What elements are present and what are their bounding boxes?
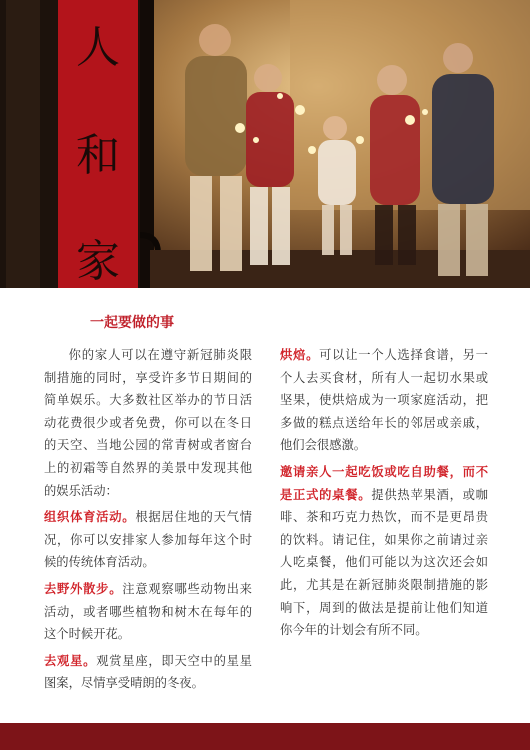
stars-paragraph — [44, 650, 252, 695]
stars-title: 去观星。 — [44, 653, 97, 668]
right-column — [280, 344, 488, 646]
invite-title: 邀请亲人一起吃饭或吃自助餐，而不是正式的桌餐。 — [280, 464, 488, 502]
couplet-char-1: 人 — [76, 22, 120, 73]
invite-paragraph — [280, 461, 488, 642]
baking-paragraph — [280, 344, 488, 457]
baking-title: 烘焙。 — [280, 348, 320, 362]
walk-paragraph — [44, 578, 252, 646]
invite-body: 提供热苹果酒，或咖啡、茶和巧克力热饮，而不是更昂贵的饮料。请记住，如果你之前请过亲人吃桌餐，他们可能以为这次还会如此，尤其是在新冠肺炎限制措施的影响下，周到的做法是提前让他们知道你今年的计划会有所不同。 — [280, 487, 488, 638]
footer-bar — [0, 723, 530, 750]
sports-title: 组织体育活动。 — [44, 510, 136, 525]
stars-body: 观赏星座，即天空中的星星图案，尽情享受晴朗的冬夜。 — [44, 653, 252, 691]
sports-body: 根据居住地的天气情况，你可以安排家人参加每年这个时候的传统体育活动。 — [44, 510, 252, 570]
walk-title: 去野外散步。 — [44, 581, 123, 596]
door-edge — [140, 0, 154, 288]
walk-body: 注意观察哪些动物出来活动，或者哪些植物和树木在每年的这个时候开花。 — [44, 581, 252, 642]
left-column — [44, 344, 252, 699]
family-sparklers-illustration — [0, 0, 530, 288]
intro-paragraph: 你的家人可以在遵守新冠肺炎限制措施的同时，享受许多节日期间的简单娱乐。大多数社区举办的节日活动花费很少或者免费，你可以在冬日的天空、当地公园的常青树或者窗台上的初霜等自然界的美景中发现其他的娱乐活动： — [44, 348, 252, 498]
sports-paragraph — [44, 506, 252, 574]
couplet-char-3: 家 — [76, 236, 120, 287]
hero-photo — [0, 0, 530, 288]
baking-body: 可以让一个人选择食谱，另一个人去买食材，所有人一起切水果或坚果，使烘焙成为一项家庭活动，把多做的糕点送给年长的邻居或亲戚，他们会很感激。 — [280, 348, 488, 453]
couplet-char-2: 和 — [76, 130, 120, 181]
section-heading: 一起要做的事 — [90, 315, 174, 331]
door-panel — [6, 0, 40, 288]
